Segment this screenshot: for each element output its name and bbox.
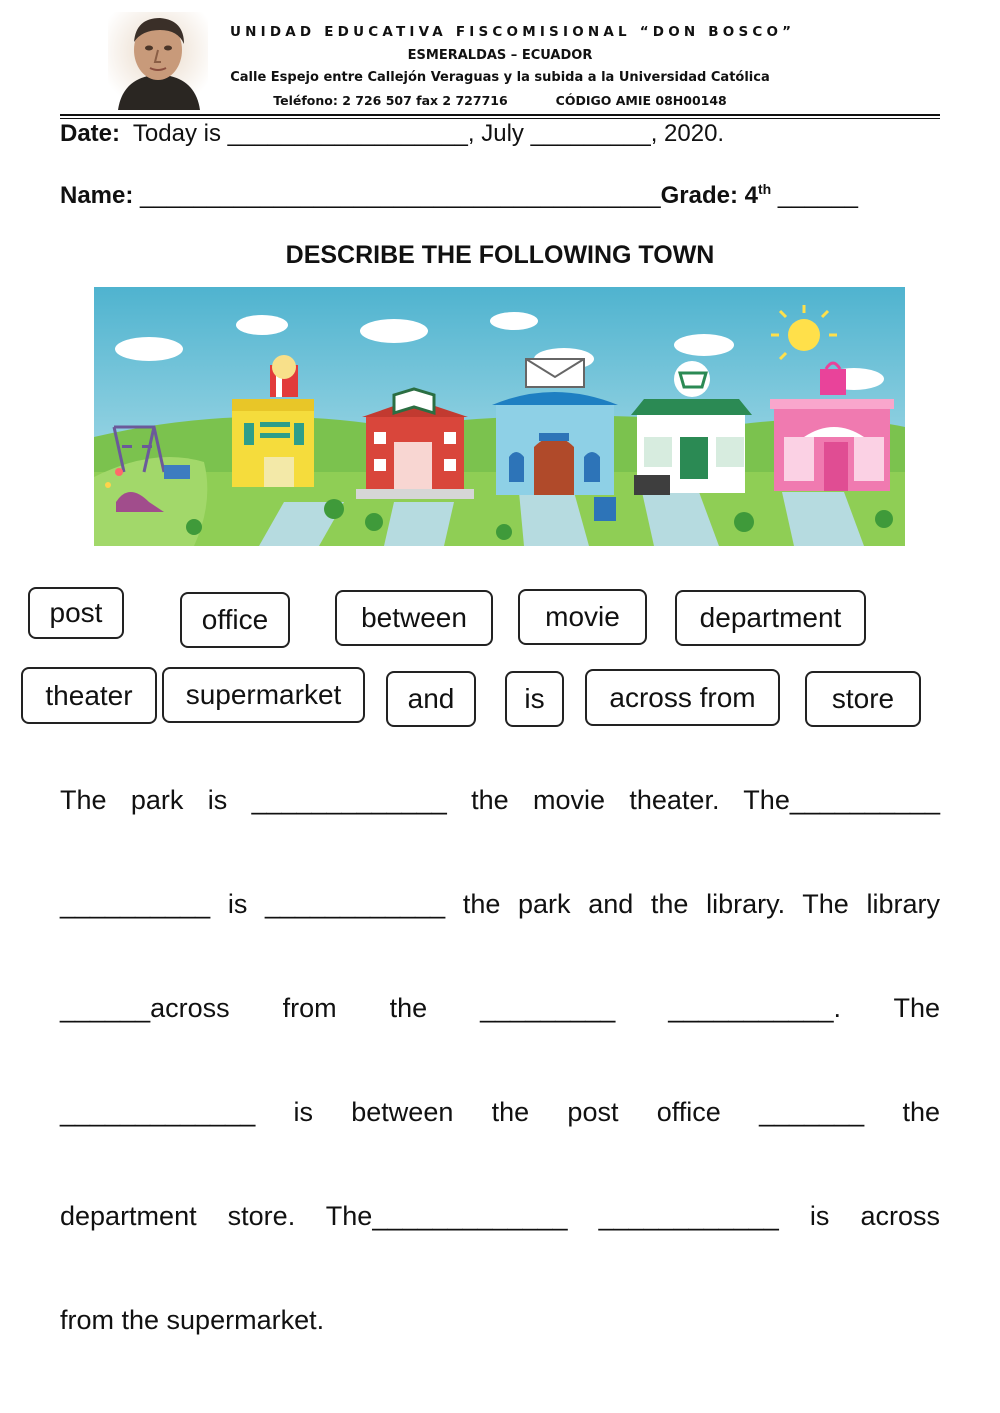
paragraph-line-6: from the supermarket. (60, 1305, 325, 1335)
school-address: Calle Espejo entre Callejón Veraguas y la subida a la Universidad Católica (230, 70, 770, 85)
date-line (60, 120, 724, 148)
word-chip-store[interactable]: store (805, 671, 921, 727)
grade-blank: ______ (777, 182, 858, 209)
word-chip-is[interactable]: is (505, 671, 564, 727)
word-chip-department[interactable]: department (675, 590, 866, 646)
date-text: Today is __________________, July _________, 2020. (132, 120, 725, 147)
name-line (60, 181, 858, 210)
paragraph-line-5: department store. The_____________ ____________ is across (60, 1201, 940, 1231)
word-chip-office[interactable]: office (180, 592, 290, 648)
paragraph-line-2: __________ is ____________ the park and the library. The library (60, 889, 940, 919)
date-label: Date: (60, 120, 121, 147)
grade-sup: th (757, 181, 772, 197)
header-divider-thin (60, 118, 940, 119)
word-chip-post[interactable]: post (28, 587, 124, 639)
word-chip-across-from[interactable]: across from (585, 669, 780, 726)
word-chip-theater[interactable]: theater (21, 667, 157, 724)
school-name: UNIDAD EDUCATIVA FISCOMISIONAL “DON BOSCO” (230, 24, 796, 40)
town-illustration (94, 287, 905, 546)
school-amie-code: CÓDIGO AMIE 08H00148 (555, 93, 727, 108)
name-blank: _______________________________________ (140, 182, 661, 209)
word-chip-supermarket[interactable]: supermarket (162, 667, 365, 723)
school-contact (230, 93, 770, 108)
grade-label: Grade: 4 (660, 182, 758, 209)
paragraph-line-3: ______across from the _________ ___________. The (60, 993, 940, 1023)
school-phone: Teléfono: 2 726 507 fax 2 727716 (273, 93, 508, 108)
paragraph-line-4: _____________ is between the post office _______ the (60, 1097, 940, 1127)
paragraph-line-1: The park is _____________ the movie theater. The__________ (60, 785, 940, 815)
page-title: DESCRIBE THE FOLLOWING TOWN (285, 241, 715, 269)
word-chip-movie[interactable]: movie (518, 589, 647, 645)
word-chip-between[interactable]: between (335, 590, 493, 646)
word-chip-and[interactable]: and (386, 671, 476, 727)
school-city: ESMERALDAS – ECUADOR (407, 48, 593, 63)
name-label: Name: (60, 182, 134, 209)
founder-portrait (108, 12, 208, 110)
header-divider (60, 114, 940, 116)
